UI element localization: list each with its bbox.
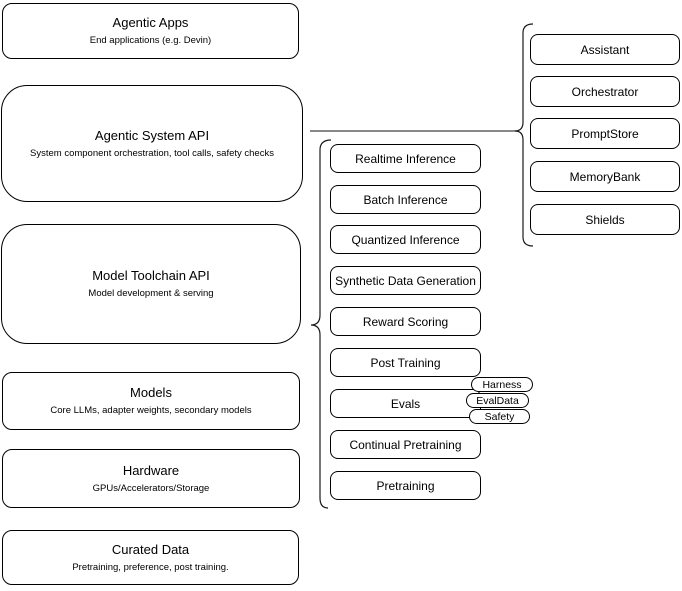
- toolchain-item-post-training: Post Training: [330, 348, 481, 377]
- layer-subtitle: System component orchestration, tool calls, safety checks: [30, 147, 274, 159]
- layer-agentic-apps: [2, 3, 299, 59]
- layer-subtitle: Model development & serving: [88, 288, 214, 299]
- layer-model-toolchain-api: [1, 224, 301, 344]
- evals-tag-safety: Safety: [469, 409, 530, 424]
- toolchain-item-pretraining: Pretraining: [330, 471, 481, 500]
- layer-subtitle: Pretraining, preference, post training.: [72, 561, 229, 573]
- layer-subtitle: Core LLMs, adapter weights, secondary models: [50, 405, 252, 416]
- layer-hardware: [2, 449, 300, 508]
- layer-subtitle: GPUs/Accelerators/Storage: [92, 482, 210, 494]
- layer-curated-data: [2, 530, 299, 585]
- evals-tag-harness: Harness: [471, 377, 533, 392]
- toolchain-item-continual-pretraining: Continual Pretraining: [330, 430, 481, 459]
- layer-title: Models: [130, 385, 172, 400]
- layer-title: Agentic Apps: [112, 15, 189, 30]
- toolchain-brace: [311, 140, 331, 508]
- layer-title: Hardware: [122, 462, 180, 478]
- toolchain-item-evals: Evals: [330, 389, 481, 418]
- layer-subtitle: End applications (e.g. Devin): [89, 35, 212, 46]
- layer-models: [2, 372, 300, 430]
- system-component-shields: Shields: [530, 204, 680, 235]
- system-component-memorybank: MemoryBank: [530, 161, 680, 192]
- evals-tag-evaldata: EvalData: [466, 393, 529, 408]
- layer-title: Agentic System API: [94, 127, 210, 143]
- system-component-orchestrator: Orchestrator: [530, 76, 680, 107]
- toolchain-item-quantized-inference: Quantized Inference: [330, 225, 481, 254]
- toolchain-item-reward-scoring: Reward Scoring: [330, 307, 481, 336]
- toolchain-item-batch-inference: Batch Inference: [330, 185, 481, 214]
- layer-title: Curated Data: [111, 541, 190, 557]
- layer-title: Model Toolchain API: [92, 268, 210, 283]
- system-component-promptstore: PromptStore: [530, 118, 680, 149]
- toolchain-item-realtime-inference: Realtime Inference: [330, 144, 481, 173]
- system-component-assistant: Assistant: [530, 34, 680, 65]
- layer-agentic-system-api: [1, 85, 303, 202]
- toolchain-item-synthetic-data-generation: Synthetic Data Generation: [330, 266, 481, 295]
